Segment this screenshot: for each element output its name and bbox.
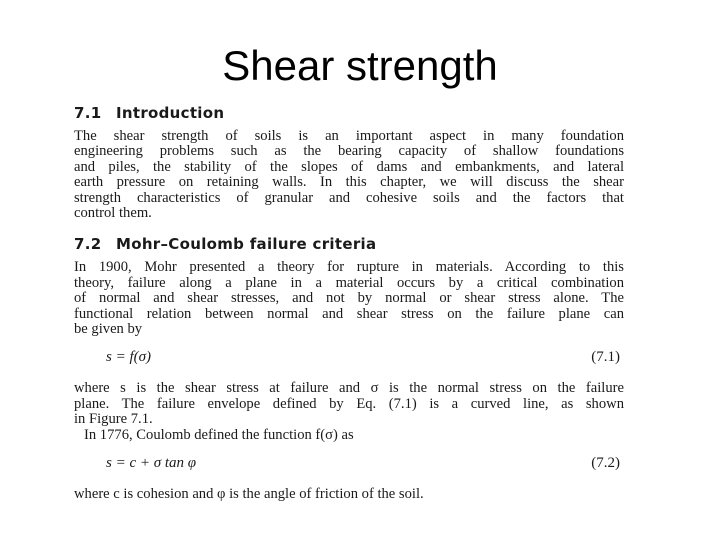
equation-expression: s = f(σ) <box>106 349 152 366</box>
paragraph-line: The shear strength of soils is an important aspect in many foundation <box>74 128 624 144</box>
paragraph-line: strength characteristics of granular and cohesive soils and the factors that <box>74 189 624 206</box>
paragraph-line: control them. <box>74 205 152 222</box>
paragraph-line: functional relation between normal and shear stress on the failure plane can <box>74 305 624 322</box>
textbook-page-image <box>74 104 624 503</box>
equation-expression: s = c + σ tan φ <box>106 455 197 472</box>
mohr-paragraph <box>74 260 624 337</box>
paragraph-line: In 1776, Coulomb defined the function f(σ) as <box>84 426 354 443</box>
section-number: 7.1 <box>74 104 102 122</box>
paragraph-line: In 1900, Mohr presented a theory for rupture in materials. According to this <box>74 259 624 276</box>
section-heading-introduction <box>74 104 624 122</box>
equation-7-1 <box>74 349 624 367</box>
paragraph-line: theory, failure along a plane in a material occurs by a critical combination <box>74 274 624 291</box>
section-number: 7.2 <box>74 235 102 254</box>
paragraph-line: earth pressure on retaining walls. In this chapter, we will discuss the shear <box>74 174 624 191</box>
equation-number: (7.1) <box>591 349 620 366</box>
section-title: Introduction <box>116 104 225 122</box>
slide-title: Shear strength <box>222 42 498 89</box>
paragraph-line: of normal and shear stresses, and not by normal or shear stress alone. The <box>74 290 624 307</box>
paragraph-line: be given by <box>74 321 143 338</box>
paragraph-line: and piles, the stability of the slopes of dams and embankments, and lateral <box>74 158 624 175</box>
paragraph-line: where s is the shear stress at failure and σ is the normal stress on the failure <box>74 380 624 397</box>
introduction-paragraph <box>74 129 624 221</box>
paragraph-line: in Figure 7.1. <box>74 411 153 428</box>
section-title: Mohr–Coulomb failure criteria <box>116 235 377 254</box>
equation-7-2 <box>74 455 624 473</box>
equation-number: (7.2) <box>591 455 620 472</box>
paragraph-line: plane. The failure envelope defined by Eq. (7.1) is a curved line, as shown <box>74 395 624 412</box>
paragraph-line: where c is cohesion and φ is the angle of friction of the soil. <box>74 486 424 503</box>
paragraph-line: engineering problems such as the bearing capacity of shallow foundations <box>74 143 624 160</box>
section-heading-mohr-coulomb <box>74 235 624 253</box>
failure-envelope-paragraph <box>74 381 624 443</box>
cohesion-paragraph <box>74 487 624 502</box>
